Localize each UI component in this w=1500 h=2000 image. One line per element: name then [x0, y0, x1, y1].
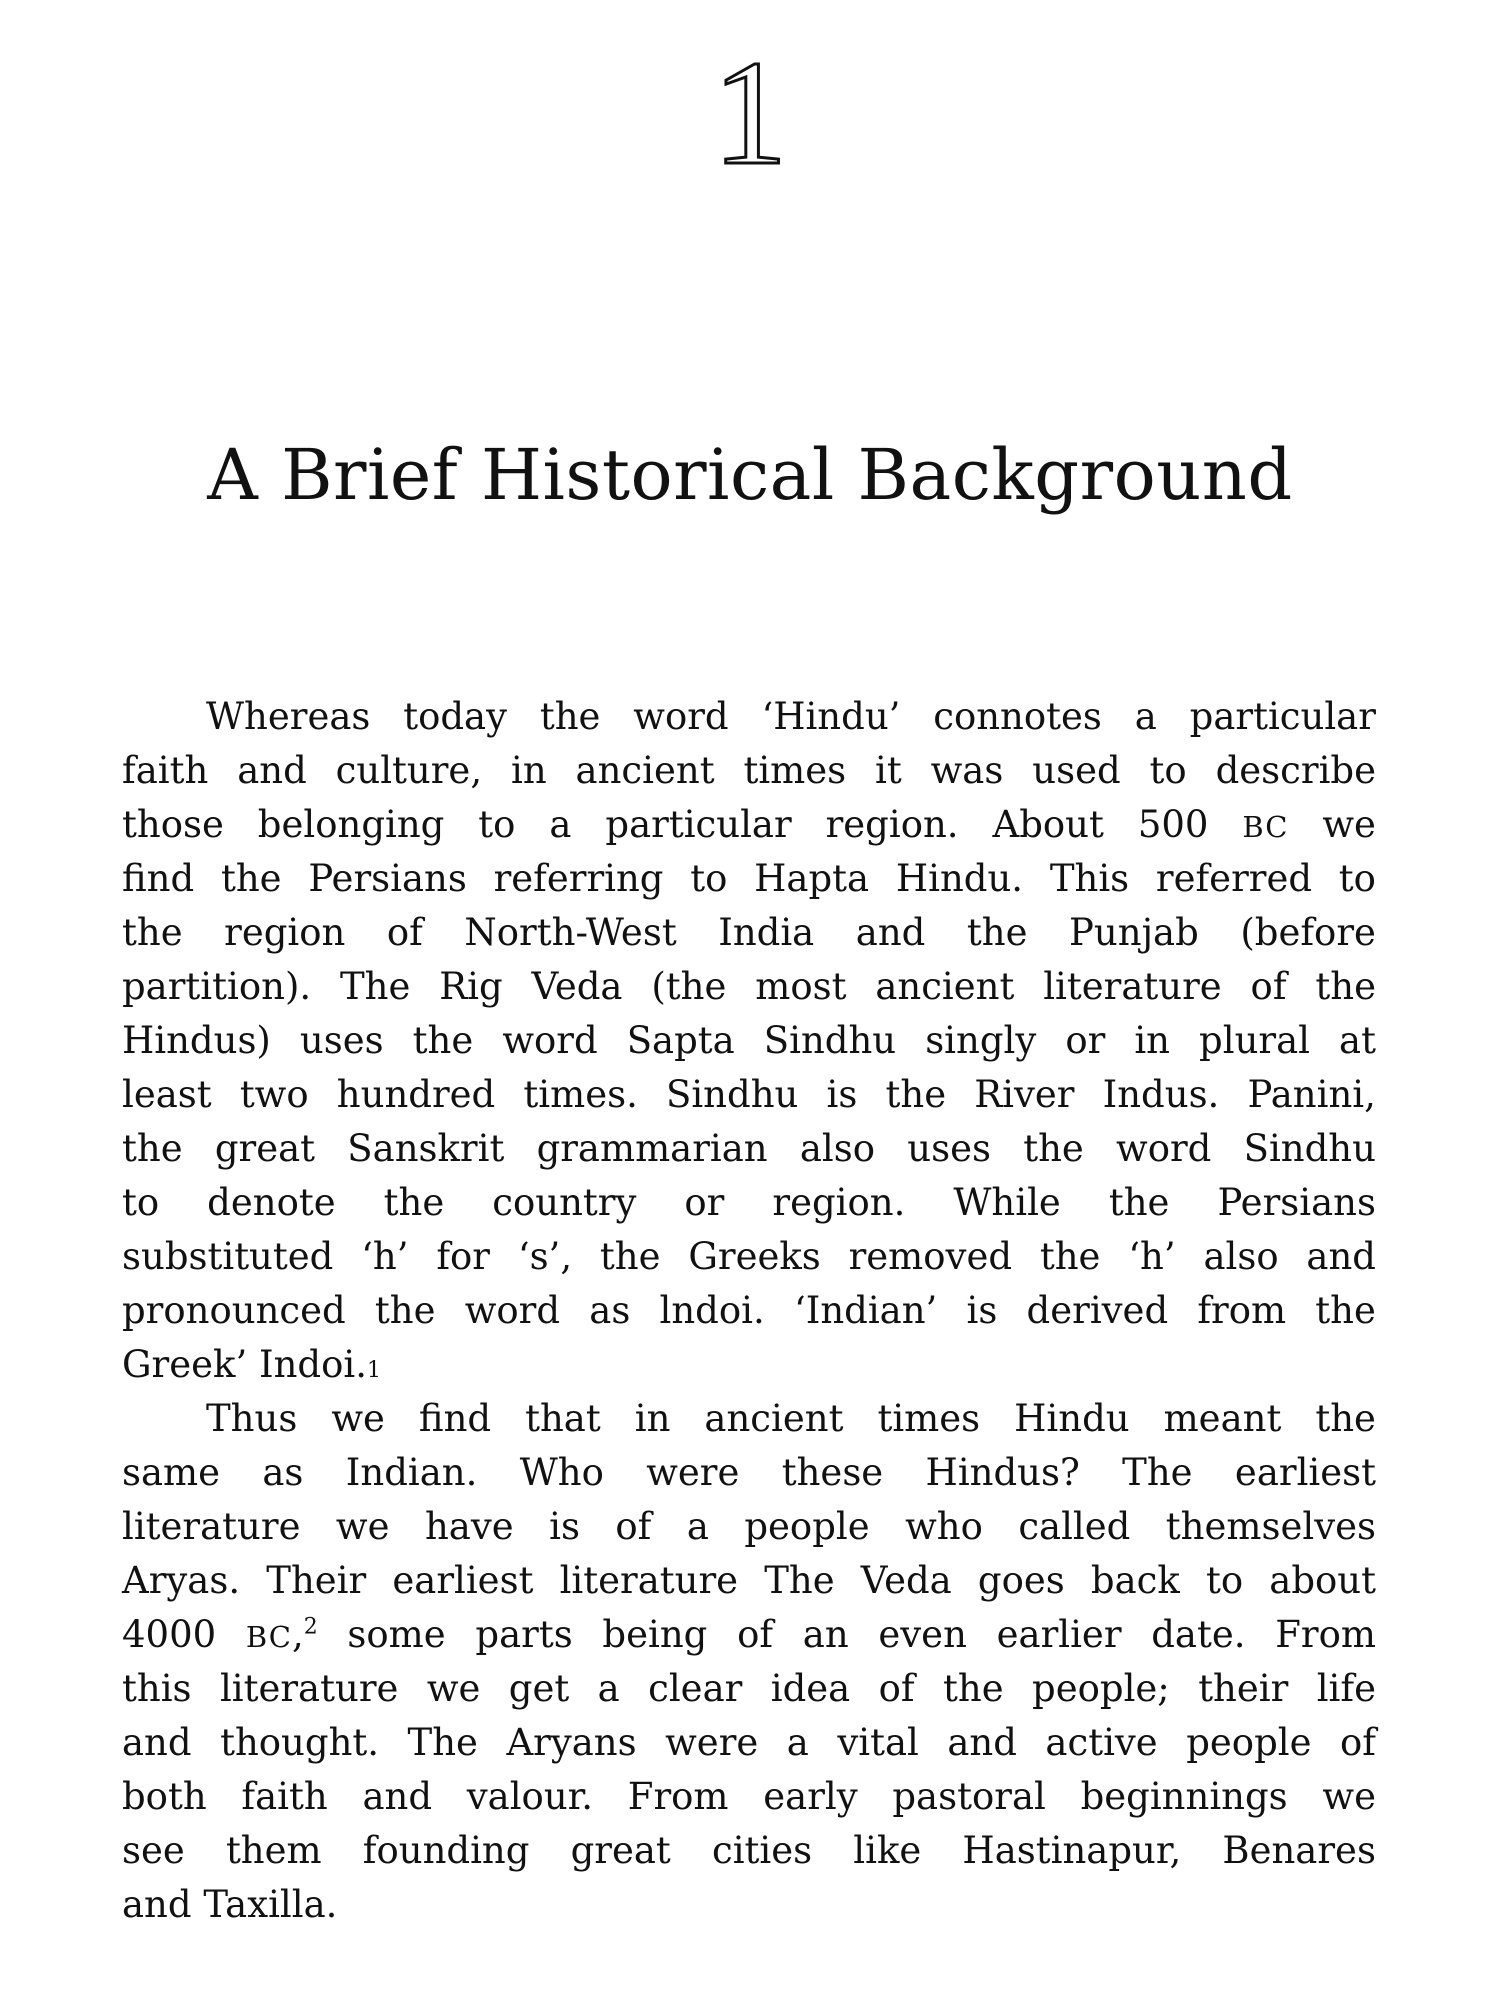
text-line: those belonging to a particular region. About 500 BC we — [122, 803, 1376, 846]
text-line: faith and culture, in ancient times it was used to describe — [122, 749, 1376, 792]
text-line: 4000 BC,$^2$ some parts being of an even earlier date. From — [122, 1613, 1376, 1656]
text-line: the region of North-West India and the Punjab (before — [122, 911, 1376, 954]
text-line: literature we have is of a people who called themselves — [122, 1505, 1376, 1548]
text-line: same as Indian. Who were these Hindus? The earliest — [122, 1451, 1376, 1494]
chapter-number: 1 — [712, 30, 788, 196]
text-line: to denote the country or region. While the Persians — [122, 1181, 1376, 1224]
text-line: and Taxilla. — [122, 1883, 338, 1926]
text-line: and thought. The Aryans were a vital and active people of — [122, 1721, 1376, 1764]
paragraph — [122, 690, 1376, 1392]
text-line: find the Persians referring to Hapta Hindu. This referred to — [122, 857, 1376, 900]
text-line: the great Sanskrit grammarian also uses the word Sindhu — [122, 1127, 1376, 1170]
text-line: pronounced the word as lndoi. ‘Indian’ is derived from the — [122, 1289, 1376, 1332]
text-line: see them founding great cities like Hastinapur, Benares — [122, 1829, 1376, 1872]
text-line: Greek’ Indoi. 1 — [122, 1343, 381, 1386]
chapter-title: A Brief Historical Background — [207, 434, 1293, 516]
text-line: both faith and valour. From early pastoral beginnings we — [122, 1775, 1376, 1818]
text-line: least two hundred times. Sindhu is the River Indus. Panini, — [122, 1073, 1376, 1116]
text-line: Thus we find that in ancient times Hindu meant the — [206, 1397, 1376, 1440]
body-text — [122, 690, 1376, 1932]
text-line: Aryas. Their earliest literature The Veda goes back to about — [122, 1559, 1376, 1602]
text-line: this literature we get a clear idea of the people; their life — [122, 1667, 1376, 1710]
text-line: Whereas today the word ‘Hindu’ connotes a particular — [206, 695, 1376, 738]
text-line: Hindus) uses the word Sapta Sindhu singly or in plural at — [122, 1019, 1376, 1062]
text-line: substituted ‘h’ for ‘s’, the Greeks removed the ‘h’ also and — [122, 1235, 1376, 1278]
paragraph — [122, 1392, 1376, 1932]
text-line: partition). The Rig Veda (the most ancient literature of the — [122, 965, 1376, 1008]
